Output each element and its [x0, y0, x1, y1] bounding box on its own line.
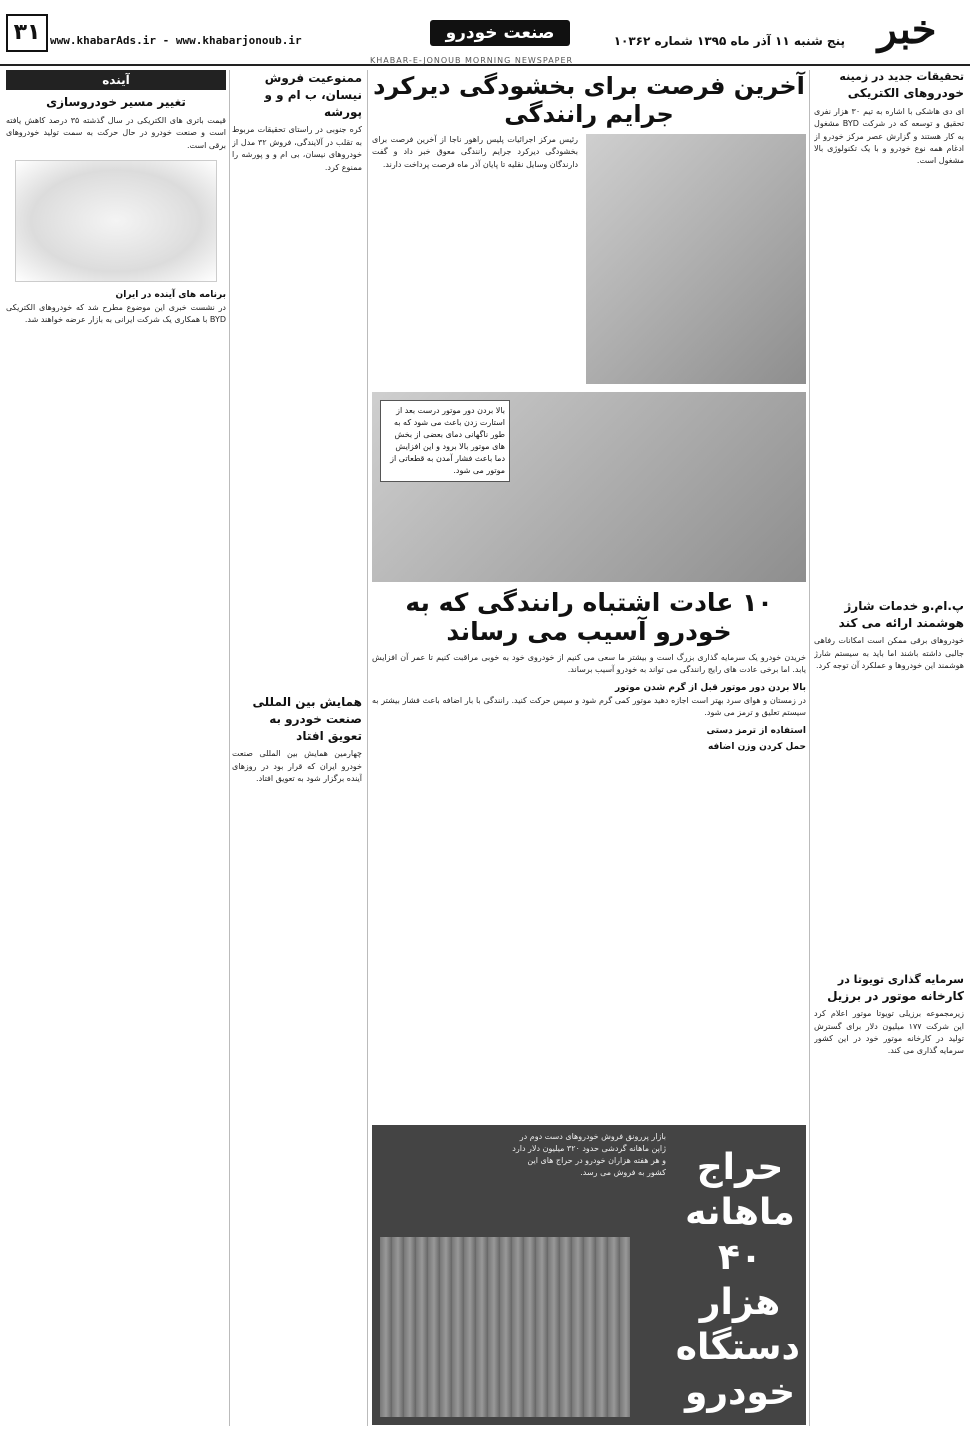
ad-text: بازار پررونق فروش خودروهای دست دوم در ژاپن ماهانه گردشی حدود ۳۲۰ میلیون دلار دارد و هر هفته هزاران خودرو در حراج های این کشور به فروش می رسد.: [512, 1132, 666, 1177]
left-column: [6, 70, 226, 1426]
article-title: پ.ام.و خدمات شارژ هوشمند ارائه می کند: [838, 598, 964, 630]
kicker: تحقیقات جدید در زمینه: [839, 70, 964, 83]
article-title: تغییر مسیر خودروسازی: [46, 95, 186, 109]
car-lot-photo: [380, 1237, 630, 1417]
website-link[interactable]: www.khabarAds.ir - www.khabarjonoub.ir: [50, 34, 302, 47]
article-body: در زمستان و هوای سرد بهتر است اجازه دهید موتور کمی گرم شود و سپس حرکت کنید. رانندگی با بار اضافه باعث فشار بیشتر به سیستم تعلیق و ترمز می شود.: [372, 695, 806, 718]
headline: ۱۰ عادت اشتباه رانندگی که به خودرو آسیب می رساند: [405, 588, 773, 646]
subheading: استفاده از ترمز دستی: [706, 725, 806, 736]
article-body: کره جنوبی در راستای تحقیقات مربوط به تقلب در آلایندگی، فروش ۳۲ مدل از خودروهای نیسان، بی ام و و پورشه را ممنوع کرد.: [232, 125, 362, 172]
engine-photo: [372, 392, 806, 582]
ad-title: حراج ماهانه ۴۰ هزار دستگاه خودرو: [675, 1147, 800, 1413]
right-column: [814, 70, 964, 1426]
article-body: خودروهای برقی ممکن است امکانات رفاهی جالبی داشته باشند اما باید به سیستم شارژ هوشمند این خودروها و عملکرد آن توجه کرد.: [814, 636, 964, 671]
english-tagline: KHABAR-E-JONOUB MORNING NEWSPAPER: [370, 56, 574, 65]
article-body: در نشست خبری این موضوع مطرح شد که خودروهای الکتریکی BYD با همکاری یک شرکت ایرانی به بازار عرضه خواهند شد.: [6, 302, 226, 325]
subheading: بالا بردن دور موتور قبل از گرم شدن موتور: [614, 682, 806, 693]
article-title: همایش بین المللی صنعت خودرو به تعویق افتاد: [252, 694, 362, 743]
main-section: [372, 70, 806, 754]
article-body: ای دی هاشکی با اشاره به تیم ۳۰ هزار نفری تحقیق و توسعه که در شرکت BYD مشغول به کار هستند و گزارش عصر مرکز خودرو از ادغام همه نوع خودرو و با یک تکنولوژی بالا مشغول است.: [814, 106, 964, 166]
subheading: برنامه های آینده در ایران: [115, 289, 226, 300]
column-divider: [367, 70, 368, 1426]
subheading: حمل کردن وزن اضافه: [707, 741, 806, 752]
section-title: صنعت خودرو: [430, 20, 570, 46]
column-divider: [809, 70, 810, 1426]
photo-caption: بالا بردن دور موتور درست بعد از استارت زدن باعث می شود که به طور ناگهانی دمای بعضی از بخش های موتور بالا برود و این افزایش دما باعث فشار آمدن به قطعاتی از موتور می شود.: [380, 400, 510, 482]
article-body: قیمت باتری های الکتریکی در سال گذشته ۳۵ درصد کاهش یافته است و صنعت خودرو در حال حرکت به سمت تولید خودروهای برقی است.: [6, 115, 226, 150]
article-body: چهارمین همایش بین المللی صنعت خودرو ایران که قرار بود در روزهای آینده برگزار شود به تعویق افتاد.: [232, 749, 362, 784]
logo: خبر: [877, 6, 937, 53]
headline: آخرین فرصت برای بخشودگی دیرکرد جرایم رانندگی: [373, 72, 805, 128]
page-number: ۳۱: [6, 14, 48, 52]
auction-advertisement: [372, 1125, 806, 1425]
issue-line: پنج شنبه ۱۱ آذر ماه ۱۳۹۵ شماره ۱۰۳۶۲: [613, 34, 845, 48]
kicker: سرمایه گذاری تویوتا در: [837, 972, 964, 986]
article-title: خودروهای الکتریکی: [847, 86, 964, 100]
article-body: زیرمجموعه برزیلی تویوتا موتور اعلام کرد این شرکت ۱۷۷ میلیون دلار برای گسترش تولید در کارخانه موتور خود در این کشور سرمایه گذاری می کند.: [814, 1009, 964, 1056]
article-body: خریدن خودرو یک سرمایه گذاری بزرگ است و بیشتر ما سعی می کنیم از خودروی خود به خوبی مراقبت کنیم تا عمر آن افزایش یابد. اما برخی عادت های رایج رانندگی می تواند به خودرو آسیب برساند.: [372, 653, 806, 675]
middle-column: [232, 70, 362, 1426]
electric-car-photo: [15, 160, 217, 282]
masthead: [0, 0, 970, 66]
article-title: کارخانه موتور در برزیل: [827, 988, 964, 1003]
police-photo: [586, 134, 806, 384]
column-divider: [229, 70, 230, 1426]
article-title: ممنوعیت فروش نیسان، ب ام و و پورشه: [264, 71, 362, 119]
box-title: آینده: [6, 70, 226, 90]
article-lead: رئیس مرکز اجرائیات پلیس راهور ناجا از آخرین فرصت برای بخشودگی دیرکرد جرایم رانندگی معوق خبر داد و گفت دارندگان وسایل نقلیه تا پایان آذر ماه فرصت پرداخت دارند.: [372, 135, 578, 169]
